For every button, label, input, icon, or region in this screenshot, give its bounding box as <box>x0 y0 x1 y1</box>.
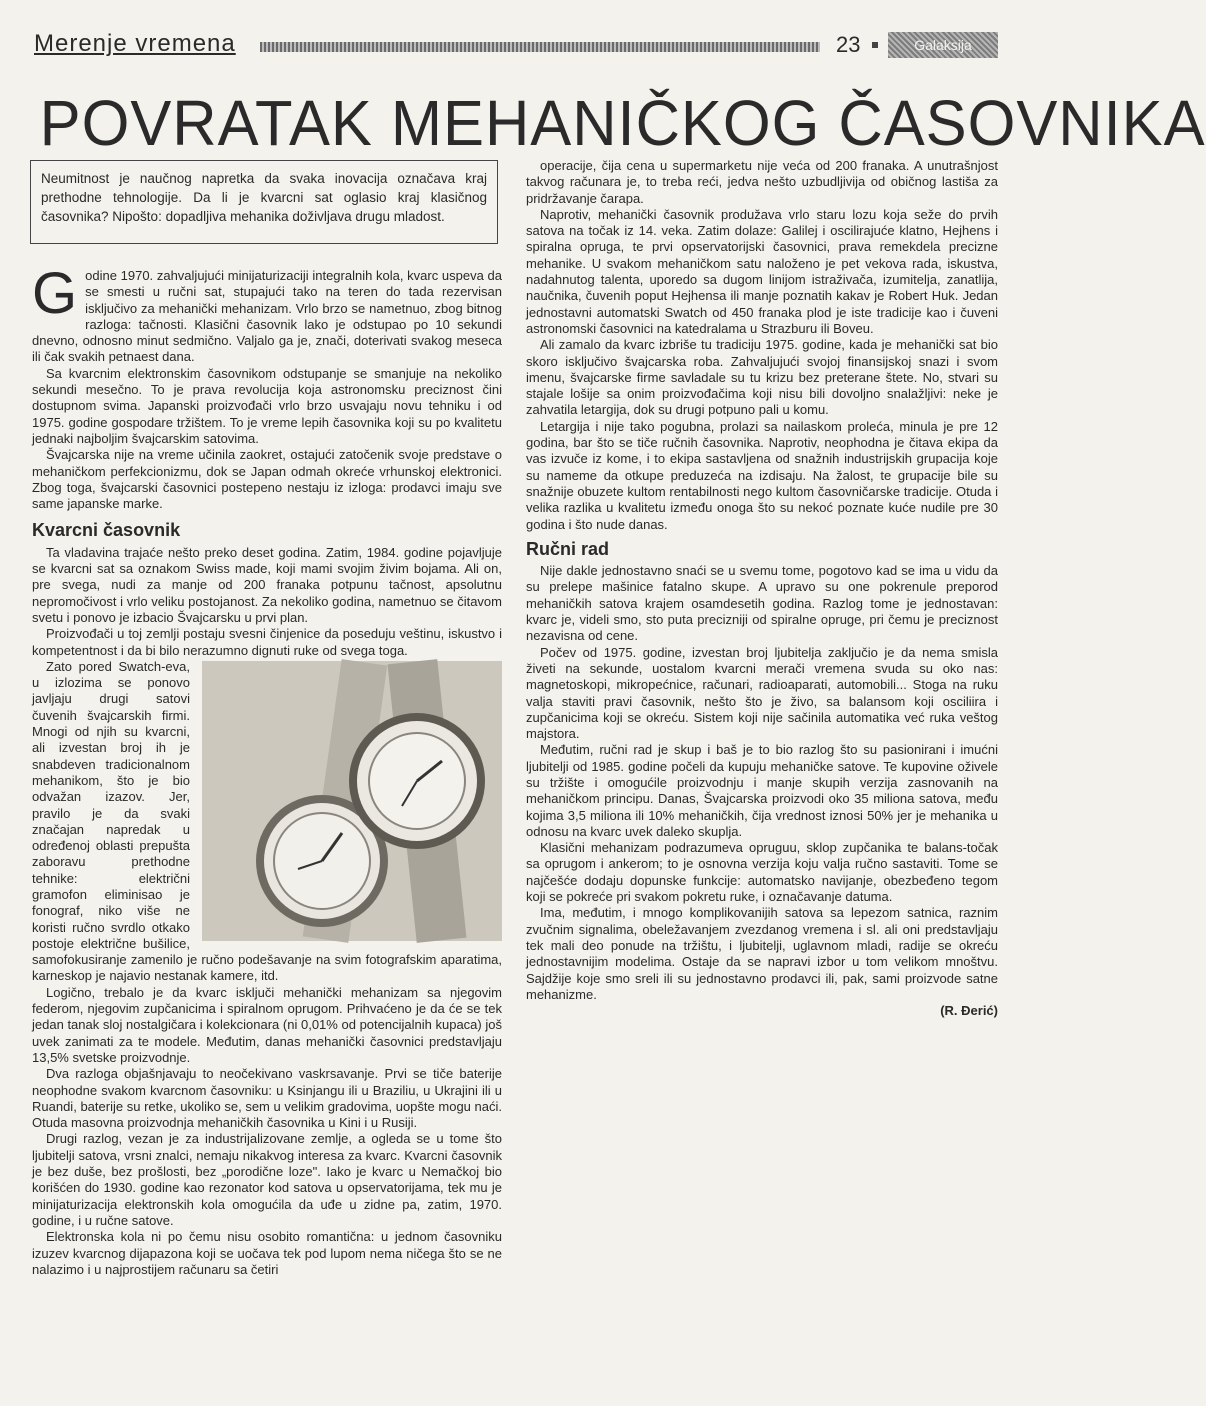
paragraph: Logično, trebalo je da kvarc isključi mehanički mehanizam sa njegovim federom, njegovim zupčanicima i spiralnom oprugom. Prihvaćeno je da će se tek jedan tanak sloj nostalgičara i kolekcionara (ni 0,01% od potencijalnih kupaca) još uvek zanimati za te modele. Međutim, danas mehanički časovnici predstavljaju 13,5% svetske proizvodnje. <box>32 984 502 1065</box>
subheading-kvarcni: Kvarcni časovnik <box>32 520 181 541</box>
right-column <box>526 158 998 1019</box>
page-header <box>30 28 998 62</box>
paragraph: Proizvođači u toj zemlji postaju svesni činjenice da poseduju veštinu, iskustvo i kompetentnost i da bi bilo nerazumno dignuti ruke od svega toga. <box>32 626 502 658</box>
paragraph: Elektronska kola ni po čemu nisu osobito romantična: u jednom časovniku izuzev kvarcnog dijapazona koji se uočava tek pod lupom nema ničega što se ne nalazimo i u najprostijem računaru sa četiri <box>32 1229 502 1277</box>
paragraph: Ali zamalo da kvarc izbriše tu tradiciju 1975. godine, kada je mehanički sat bio skoro isključivo švajcarska roba. Zahvaljujući svojoj finansijskoj snazi i svom imenu, švajcarske firme savladale su tu krizu bez preterane štete. No, stvari su stajale lošije sa onim proizvođačima koji nisu bili dovoljno snalažljivi: neke je zahvatila letargija, dok su drugi potpuno pali u komu. <box>526 337 998 418</box>
paragraph: Letargija i nije tako pogubna, prolazi sa nailaskom proleća, minula je pre 12 godina, bar što se tiče ručnih časovnika. Naprotiv, neophodna je čitava ekipa da vas izvuče iz kome, i to ekipa sastavljena od snažnih industrijskih grupacija koje su nameme da otkupe preduzeća na izdisaju. Na žalost, te grupacije bile su snažnije obuzete kultom rentabilnosti nego kultom časovničarske tradicije. Otuda i velika razlika u kvalitetu između onoga što su nekoć poznate kuće nudile pre 30 godina i što nude danas. <box>526 418 998 532</box>
header-decorative-stripe <box>260 42 820 52</box>
paragraph: Međutim, ručni rad je skup i baš je to bio razlog što su pasionirani i imućni ljubitelji od 1985. godine počeli da kupuju mehaničke satove. Te kupovine oživele su tržište i omogućile proizvodnju i manje skupih verzija zasnovanih na mehaničkom principu. Danas, Švajcarska proizvodi oko 35 miliona satova, među kojima 3,5 miliona ili 10% mehaničkih, čija vrednost iznosi 50% jer je mehanika u odnosu na kvarc uvek daleko skuplja. <box>526 742 998 839</box>
paragraph: Nije dakle jednostavno snaći se u svemu tome, pogotovo kad se ima u vidu da su prelepe mašinice fatalno skupe. A upravo su one pokrenule preporod mehaničkih satova krajem osamdesetih godina. Razlog tome je jednostavan: kvarc je, videli smo, sto puta precizniji od spiralne opruge, pri čemu je preciznost nezavisna od cene. <box>526 563 998 644</box>
paragraph: Sa kvarcnim elektronskim časovnikom odstupanje se smanjuje na nekoliko sekundi mesečno. To je prava revolucija koja astronomsku preciznost čini dostupnom svima. Japanski proizvođači vrlo brzo usvajaju novu tehniku i od 1975. godine gospodare tržištem. To je vreme lepih časovnika koji su po kvalitetu jednaki najboljim švajcarskim satovima. <box>32 365 502 446</box>
paragraph: operacije, čija cena u supermarketu nije veća od 200 franaka. A unutrašnjost takvog računara je, to treba reći, jedva nešto uzbudljivija od običnog lastiša za pridržavanje čarapa. <box>526 158 998 206</box>
paragraph: Ta vladavina trajaće nešto preko deset godina. Zatim, 1984. godine pojavljuje se kvarcni sat sa oznakom Swiss made, koji mami svojim živim bojama. Ali on, pre svega, nudi za manje od 200 franaka potpunu tačnost, apsolutnu nepromočivost i vrlo veliku postojanost. Za nekoliko godina, nametnuo se čitavom svetu i ponovo je izbacio Švajcarsku u prvi plan. <box>32 544 502 625</box>
section-title: Merenje vremena <box>34 30 236 57</box>
paragraph: Počev od 1975. godine, izvestan broj ljubitelja zaključio je da nema smisla živeti na sekunde, uostalom kvarcni merači vremena svuda su oko nas: magnetoskopi, mikropećnice, računari, radioaparati, automobili... Stoga na ruku valja staviti pravi časovnik, nešto što je živo, sa balansom koji osciliira i zupčanicima koji se okreću. Sistem koji nije sačinila automatika već ruka veštog majstora. <box>526 644 998 742</box>
subheading-rucni-rad: Ručni rad <box>526 538 610 559</box>
magazine-badge: Galaksija <box>888 32 998 58</box>
paragraph: Drugi razlog, vezan je za industrijalizovane zemlje, a ogleda se u tome što ljubitelji satova, vrsni znalci, nemaju nikakvog interesa za kvarc. Kvarcni časovnik je bez duše, bez prošlosti, bez „porodične loze". Iako je kvarc u Nemačkoj bio korišćen do 1930. godine kao rezonator kod satova u opservatorijama, tek mu je minijaturizacija elektronskih kola omogućila da uđe u zidne pa, zatim, 1970. godine, i u ručne satove. <box>32 1131 502 1228</box>
dropcap: G <box>32 261 78 326</box>
paragraph: odine 1970. zahvaljujući minijaturizaciji integralnih kola, kvarc uspeva da se smesti u ručni sat, stupajući tako na teren do tada rezervisan isključivo za mehanički mehanizam. Vrlo brzo se nametnuo, zbog bitnog razloga: tačnosti. Klasični časovnik lako je odstupao po 10 sekundi dnevno, odnosno minut sedmično. Valjalo ga je, znači, doterivati svakog meseca ili čak svakih petnaest dana. <box>32 268 502 365</box>
article-lead: Neumitnost je naučnog napretka da svaka inovacija označava kraj prethodne tehnologije. Da li je kvarcni sat oglasio kraj klasičnog časovnika? Nipošto: dopadljiva mehanika doživljava drugu mladost. <box>30 160 498 244</box>
watches-photo <box>202 661 502 941</box>
wristwatch-icon <box>202 661 502 941</box>
paragraph: Dva razloga objašnjavaju to neočekivano vaskrsavanje. Prvi se tiče baterije neophodne svakom kvarcnom časovniku: u Ksinjangu ili u Braziliu, u Ukrajini ili u Ruandi, baterije su retke, ukoliko se, sem u velikim gradovima, uopšte mogu naći. Otuda masovna proizvodnja mehaničkih časovnika u Kini i u Rusiji. <box>32 1066 502 1131</box>
paragraph: Naprotiv, mehanički časovnik produžava vrlo staru lozu koja seže do prvih satova na točak iz 14. veka. Zatim dolaze: Galilej i oscilirajuće klatno, Hejhens i spiralna opruga, te prvi opservatorijski časovnici, prava remekdela precizne mehanike. U svakom mehaničkom satu naloženo je pet vekova rada, iskustva, nadahnutog talenta, uporedo sa dugom linijom istraživača, izumitelja, zanatlija, naučnika, čuvenih poput Hejhensa ili manje poznatih kakav je Robert Huk. Jedan jednostavni automatski Swatch od 450 franaka plod je iste tradicije kao i čuveni astronomski časovnici na katedralama u Strazburu ili Boveu. <box>526 206 998 336</box>
paragraph: Švajcarska nije na vreme učinila zaokret, ostajući zatočenik svoje predstave o mehaničkom perfekcionizmu, dok se Japan odmah okreće vrhunskoj elektronici. Zbog toga, švajcarski časovnici postepeno nestaju iz izloga: prodavci imaju sve same japanske marke. <box>32 447 502 512</box>
author-signature: (R. Đerić) <box>940 1003 998 1019</box>
article-title: POVRATAK MEHANIČKOG ČASOVNIKA <box>39 87 1206 159</box>
left-column <box>32 261 502 1278</box>
bullet-icon <box>872 42 878 48</box>
page-number: 23 <box>836 32 861 57</box>
paragraph: Zato pored Swatch-eva, u izlozima se ponovo javljaju drugi satovi čuvenih švajcarskih firmi. Mnogi od njih su kvarcni, ali izvestan broj ih je snabdeven tradicionalnom mehanikom, što je bio odvažan izazov. Jer, pravilo je da svaki značajan napredak u određenoj oblasti prepušta zaboravu prethodne tehnike: električni gramofon eliminisao je fonograf, niko više ne koristi ručno svrdlo otkako postoje električne bušilice, samofokusiranje zamenilo je ručno podešavanje na svim fotografskim aparatima, karneskop je najavio nestanak kamere, itd. <box>32 658 502 984</box>
paragraph: Klasični mehanizam podrazumeva opruguu, sklop zupčanika te balans-točak sa oprugom i ankerom; to je osnovna verzija koju valja ručno sastaviti. Tome se najčešće dodaju dopunske funkcije: automatsko navijanje, obezbeđeno tegom koji se pokreće pri svakom pokretu ruke, i označavanje datuma. <box>526 840 998 905</box>
paragraph: Ima, međutim, i mnogo komplikovanijih satova sa lepezom satnica, raznim zvučnim signalima, obeležavanjem zvezdanog vremena i sl. ali oni predstavljaju tek mali deo ponude na tržištu, i ljubitelji, uglavnom mladi, radije se okreću jednostavnijim modelima. Ostaje da se napravi izbor u tom velikom mnoštvu. Sajdžije koje smo sreli ili su jednostavno prodavci ili, pak, sami proizvode satne mehanizme. <box>526 905 998 1002</box>
